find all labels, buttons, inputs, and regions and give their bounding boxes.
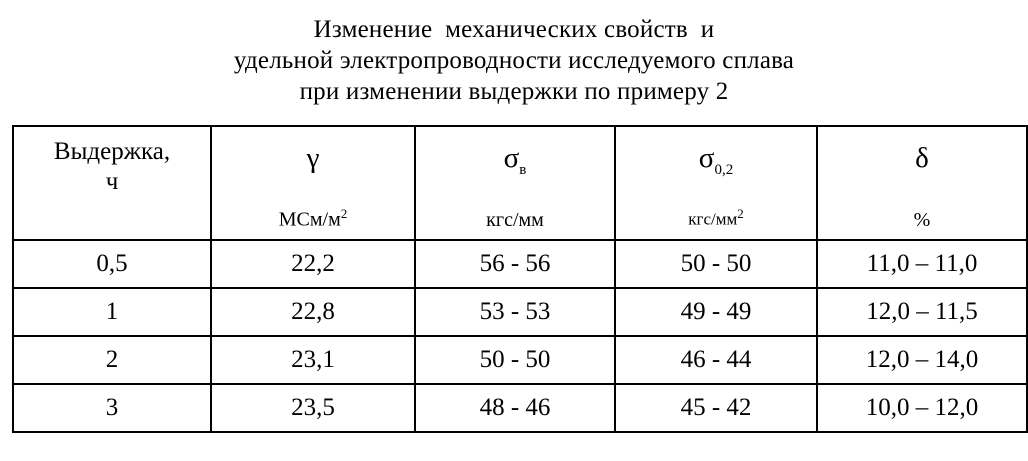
table-body bbox=[13, 240, 1027, 432]
page-title bbox=[0, 0, 1028, 107]
header-gamma-unit-text: МСм/м bbox=[278, 209, 341, 231]
cell-holding-time: 1 bbox=[13, 288, 211, 336]
table-row bbox=[13, 240, 1027, 288]
title-line-2: удельной электропроводности исследуемого сплава bbox=[233, 47, 795, 74]
cell-sigma-b: 48 - 46 bbox=[415, 384, 615, 432]
header-sigma-02-subscript: 0,2 bbox=[714, 161, 734, 178]
header-sigma-02-unit-sup: 2 bbox=[737, 206, 744, 222]
cell-holding-time: 0,5 bbox=[13, 240, 211, 288]
header-sigma-02-unit-text: кгс/мм bbox=[688, 210, 738, 229]
cell-holding-time: 3 bbox=[13, 384, 211, 432]
header-cell-gamma bbox=[211, 126, 415, 240]
cell-gamma: 22,8 bbox=[211, 288, 415, 336]
header-gamma-symbol: γ bbox=[306, 142, 320, 174]
header-sigma-02-sigma: σ bbox=[698, 142, 715, 174]
cell-holding-time: 2 bbox=[13, 336, 211, 384]
header-sigma-b-symbol bbox=[418, 137, 612, 185]
header-sigma-02-unit bbox=[618, 203, 814, 231]
header-sigma-b-sigma: σ bbox=[503, 142, 520, 174]
table-header bbox=[13, 126, 1027, 240]
header-holding-time-line2: ч bbox=[105, 168, 119, 195]
table-row bbox=[13, 288, 1027, 336]
header-cell-holding-time bbox=[13, 126, 211, 240]
header-gamma-unit bbox=[214, 203, 412, 231]
cell-sigma-02: 49 - 49 bbox=[615, 288, 817, 336]
header-cell-sigma-02 bbox=[615, 126, 817, 240]
table-row bbox=[13, 336, 1027, 384]
cell-gamma: 23,5 bbox=[211, 384, 415, 432]
cell-sigma-b: 53 - 53 bbox=[415, 288, 615, 336]
header-cell-delta bbox=[817, 126, 1027, 240]
cell-delta: 10,0 – 12,0 bbox=[817, 384, 1027, 432]
title-line-3: при изменении выдержки по примеру 2 bbox=[299, 78, 729, 105]
title-line-1: Изменение механических свойств и bbox=[313, 16, 715, 43]
table-header-row bbox=[13, 126, 1027, 240]
header-sigma-b-unit bbox=[418, 209, 612, 231]
properties-table bbox=[12, 125, 1028, 433]
cell-sigma-b: 56 - 56 bbox=[415, 240, 615, 288]
header-holding-time-line1: Выдержка, bbox=[53, 138, 171, 165]
cell-gamma: 22,2 bbox=[211, 240, 415, 288]
header-delta-unit: % bbox=[913, 209, 931, 231]
cell-delta: 12,0 – 11,5 bbox=[817, 288, 1027, 336]
cell-sigma-02: 45 - 42 bbox=[615, 384, 817, 432]
cell-delta: 11,0 – 11,0 bbox=[817, 240, 1027, 288]
header-delta-symbol: δ bbox=[915, 142, 929, 174]
header-sigma-b-subscript: в bbox=[519, 161, 527, 178]
cell-sigma-b: 50 - 50 bbox=[415, 336, 615, 384]
header-sigma-02-symbol bbox=[618, 137, 814, 185]
cell-delta: 12,0 – 14,0 bbox=[817, 336, 1027, 384]
header-cell-sigma-b bbox=[415, 126, 615, 240]
header-sigma-b-unit-text: кгс/мм bbox=[486, 209, 544, 231]
cell-sigma-02: 46 - 44 bbox=[615, 336, 817, 384]
table-container bbox=[12, 125, 1016, 433]
table-row bbox=[13, 384, 1027, 432]
cell-sigma-02: 50 - 50 bbox=[615, 240, 817, 288]
header-gamma-unit-sup: 2 bbox=[340, 206, 348, 222]
cell-gamma: 23,1 bbox=[211, 336, 415, 384]
